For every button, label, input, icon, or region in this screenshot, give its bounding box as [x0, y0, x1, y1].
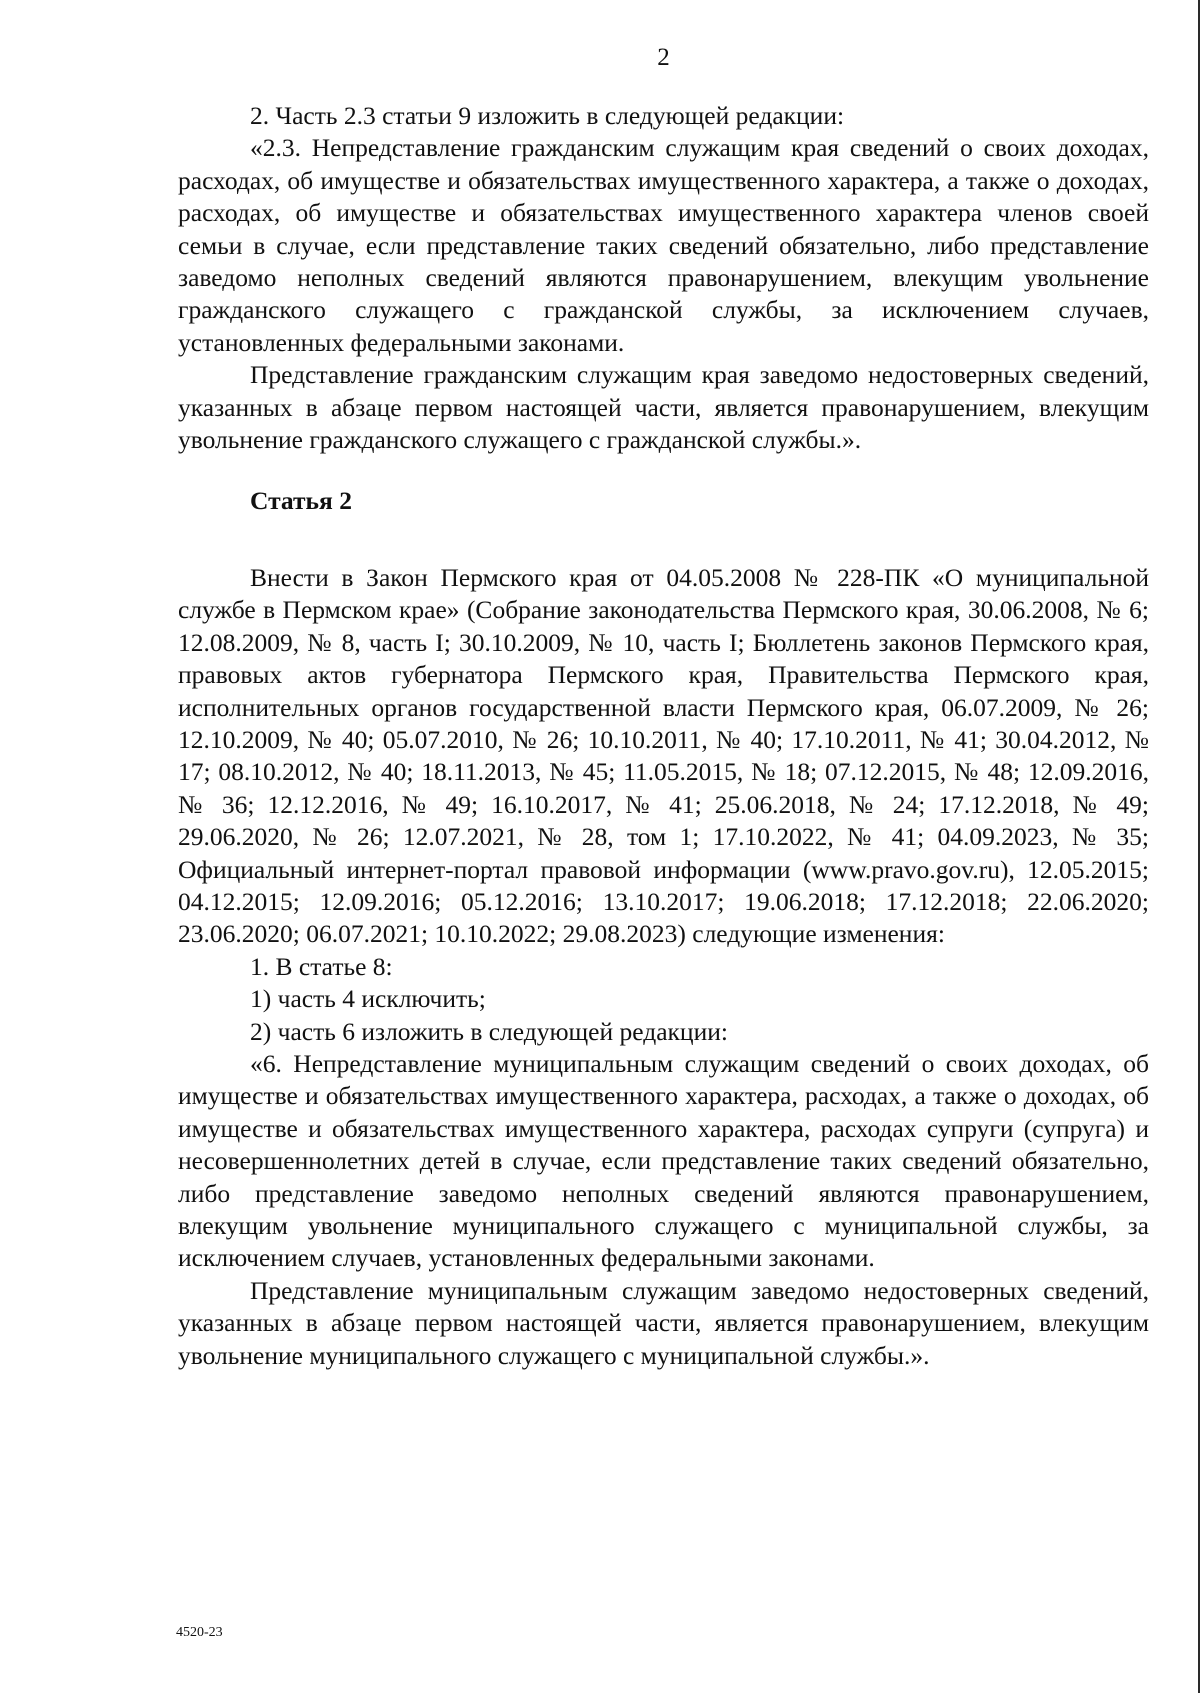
paragraph-amend-law: Внести в Закон Пермского края от 04.05.2008 № 228-ПК «О муниципальной службе в Пермском крае» (Собрание законодательства Пермского края, 30.06.2008, № 6; 12.08.2009, № 8, часть I; 30.10.2009, № 10, часть I; Бюллетень законов Пермского края, правовых актов губернатора Пермского края, Правительства Пермского края, исполнительных органов государственной власти Пермского края, 06.07.2009, № 26; 12.10.2009, № 40; 05.07.2010, № 26; 10.10.2011, № 40; 17.10.2011, № 41; 30.04.2012, № 17; 08.10.2012, № 40; 18.11.2013, № 45; 11.05.2015, № 18; 07.12.2015, № 48; 12.09.2016, № 36; 12.12.2016, № 49; 16.10.2017, № 41; 25.06.2018, № 24; 17.12.2018, № 49; 29.06.2020, № 26; 12.07.2021, № 28, том 1; 17.10.2022, № 41; 04.09.2023, № 35; Официальный интернет-портал правовой информации (www.pravo.gov.ru), 12.05.2015; 04.12.2015; 12.09.2016; 05.12.2016; 13.10.2017; 19.06.2018; 17.12.2018; 22.06.2020; 23.06.2020; 06.07.2021; 10.10.2022; 29.08.2023) следующие изменения: [178, 562, 1149, 949]
paragraph-part-4-exclude: 1) часть 4 исключить; [250, 984, 486, 1014]
paragraph-false-information: Представление гражданским служащим края заведомо недостоверных сведений, указанных в абзаце первом настоящей части, является правонарушением, влекущим увольнение гражданского служащего с гражданской службы.». [178, 360, 1149, 455]
article-2-heading: Статья 2 [250, 486, 352, 516]
spacer [178, 456, 1149, 485]
paragraph-part-6-amend: 2) часть 6 изложить в следующей редакции: [250, 1016, 728, 1046]
paragraph-amendment-item-2: 2. Часть 2.3 статьи 9 изложить в следующей редакции: [250, 101, 845, 130]
spacer [178, 518, 1149, 562]
paragraph-part-2-3-text: «2.3. Непредставление гражданским служащим края сведений о своих доходах, расходах, об имуществе и обязательствах имущественного характера, а также о доходах, расходах, об имуществе и обязательствах имущественного характера членов своей семьи в случае, если представление таких сведений обязательно, либо представление заведомо неполных сведений являются правонарушением, влекущим увольнение гражданского служащего с гражданской службы, за исключением случаев, установленных федеральными законами. [178, 133, 1149, 357]
page-number: 2 [657, 44, 670, 71]
document-code: 4520-23 [176, 1625, 223, 1640]
paragraph-part-6-text: «6. Непредставление муниципальным служащим сведений о своих доходах, об имуществе и обязательствах имущественного характера, расходах, а также о доходах, об имуществе и обязательствах имущественного характера, расходах супруги (супруга) и несовершеннолетних детей в случае, если представление таких сведений обязательно, либо представление заведомо неполных сведений являются правонарушением, влекущим увольнение муниципального служащего с муниципальной службы, за исключением случаев, установленных федеральными законами. [178, 1048, 1149, 1273]
document-body [178, 100, 1149, 1372]
paragraph-article-8: 1. В статье 8: [250, 951, 393, 981]
paragraph-municipal-false-information: Представление муниципальным служащим заведомо недостоверных сведений, указанных в абзаце первом настоящей части, является правонарушением, влекущим увольнение муниципального служащего с муниципальной службы.». [178, 1275, 1149, 1370]
